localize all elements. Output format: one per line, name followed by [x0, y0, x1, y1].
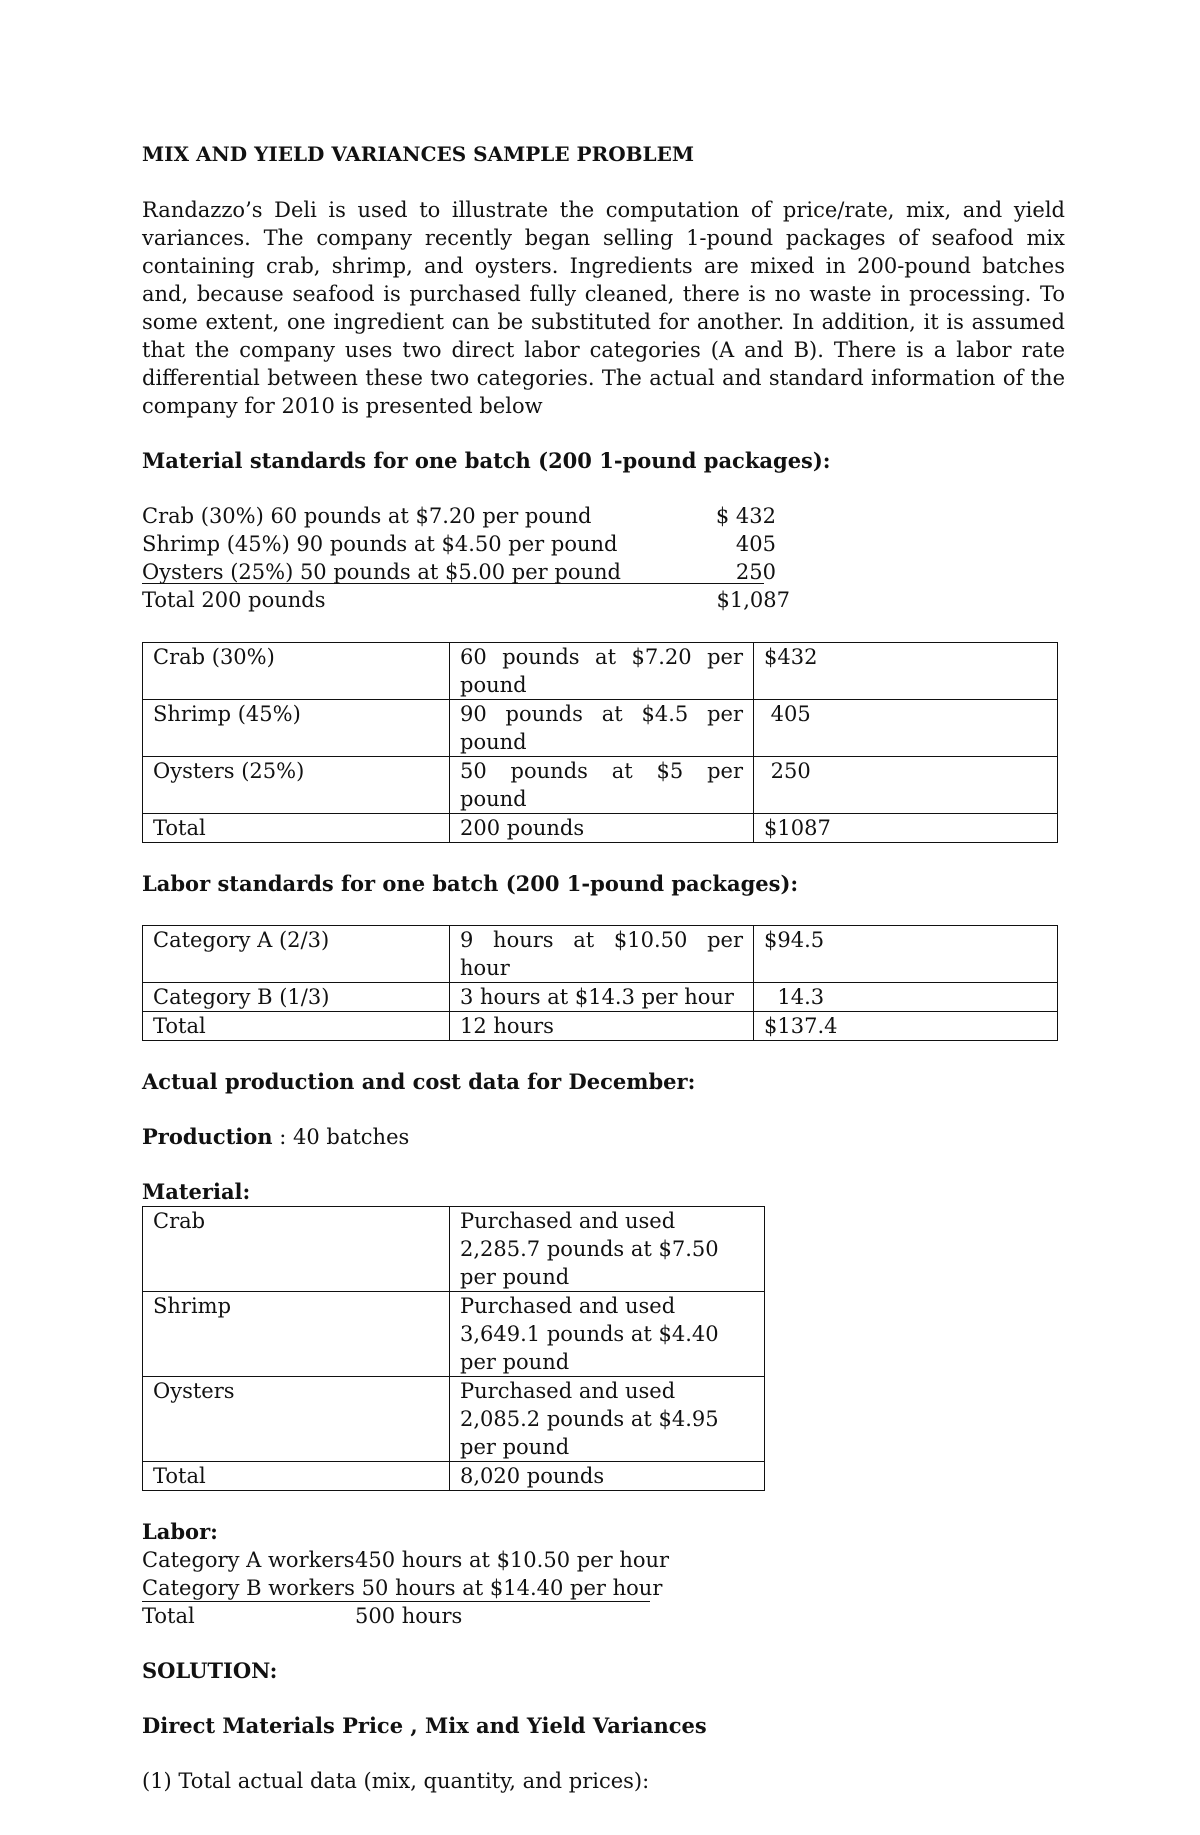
table-row: Oysters (25%) 50 pounds at $5 per pound 250 — [143, 757, 1058, 814]
material-line: Oysters (25%) 50 pounds at $5.00 per pound 250 — [142, 560, 776, 584]
labor-standards-table — [142, 925, 1058, 1041]
table-row: Total 200 pounds $1087 — [143, 814, 1058, 843]
table-row: Crab Purchased and used 2,285.7 pounds at $7.50 per pound — [143, 1207, 765, 1292]
production-line — [142, 1123, 1065, 1151]
labor-line: Category A workers 450 hours at $10.50 per hour — [142, 1548, 670, 1572]
document-page — [142, 140, 1065, 1795]
material-standards-heading: Material standards for one batch (200 1-pound packages): — [142, 448, 831, 473]
material-heading: Material: — [142, 1179, 251, 1204]
labor-standards-heading: Labor standards for one batch (200 1-pound packages): — [142, 871, 799, 896]
actual-data-heading: Actual production and cost data for December: — [142, 1069, 696, 1094]
table-row: Category A (2/3) 9 hours at $10.50 per hour $94.5 — [143, 926, 1058, 983]
production-label: Production — [142, 1124, 273, 1149]
labor-line: Category B workers 50 hours at $14.40 per hour — [142, 1576, 663, 1600]
production-value: : 40 batches — [272, 1125, 410, 1149]
table-row: Total 12 hours $137.4 — [143, 1012, 1058, 1041]
material-line: Crab (30%) 60 pounds at $7.20 per pound $ 432 — [142, 504, 776, 528]
solution-subheading: Direct Materials Price , Mix and Yield Variances — [142, 1713, 707, 1738]
document-title: MIX AND YIELD VARIANCES SAMPLE PROBLEM — [142, 142, 694, 166]
actual-material-table — [142, 1206, 765, 1491]
table-row: Category B (1/3) 3 hours at $14.3 per hour 14.3 — [143, 983, 1058, 1012]
material-total-line: Total 200 pounds $1,087 — [142, 588, 790, 612]
table-row: Shrimp (45%) 90 pounds at $4.5 per pound 405 — [143, 700, 1058, 757]
labor-lines — [142, 1546, 1065, 1630]
material-standards-table — [142, 642, 1058, 843]
table-row: Oysters Purchased and used 2,085.2 pounds at $4.95 per pound — [143, 1377, 765, 1462]
labor-total-line: Total 500 hours — [142, 1604, 463, 1628]
intro-paragraph: Randazzo’s Deli is used to illustrate the computation of price/rate, mix, and yield variances. The company recently began selling 1-pound packages of seafood mix containing crab, shrimp, and oysters. Ingredients are mixed in 200-pound batches and, because seafood is purchased fully cleaned, there is no waste in processing. To some extent, one ingredient can be substituted for another. In addition, it is assumed that the company uses two direct labor categories (A and B). There is a labor rate differential between these two categories. The actual and standard information of the company for 2010 is presented below — [142, 198, 1065, 418]
solution-step-1: (1) Total actual data (mix, quantity, and prices): — [142, 1769, 650, 1793]
table-row: Total 8,020 pounds — [143, 1462, 765, 1491]
underlined-line: Oysters (25%) 50 pounds at $5.00 per pound — [142, 561, 764, 584]
labor-heading: Labor: — [142, 1519, 218, 1544]
table-row: Crab (30%) 60 pounds at $7.20 per pound $432 — [143, 643, 1058, 700]
table-row: Shrimp Purchased and used 3,649.1 pounds at $4.40 per pound — [143, 1292, 765, 1377]
solution-heading: SOLUTION: — [142, 1658, 278, 1683]
material-line: Shrimp (45%) 90 pounds at $4.50 per pound 405 — [142, 532, 776, 556]
material-standards-list — [142, 502, 1065, 614]
